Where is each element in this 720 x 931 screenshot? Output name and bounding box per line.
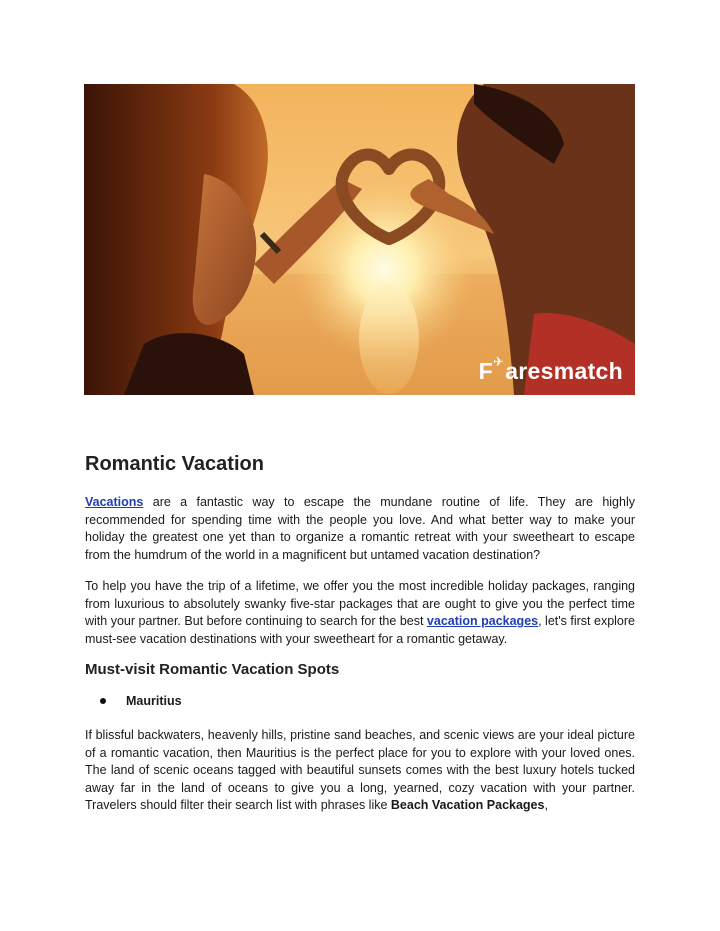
paragraph-intro-text: are a fantastic way to escape the mundane routine of life. They are highly recommended for spending time with the people you love. And what better way to make your holiday the greatest one yet than to organize a romantic retreat with your sweetheart to escape from the humdrum of the world in a magnificent but untamed vacation destination?: [85, 495, 635, 562]
article-title: Romantic Vacation: [85, 453, 264, 475]
logo-letter: F: [478, 358, 494, 384]
bullet-dot-icon: [100, 698, 106, 704]
vacation-packages-link[interactable]: vacation packages: [426, 614, 539, 628]
bullet-label: Mauritius: [126, 694, 182, 708]
paragraph-packages-after: , let's first explore must-see vacation destinations with your sweetheart for a romantic getaway.: [85, 614, 635, 646]
paragraph-packages-before: To help you have the trip of a lifetime, we offer you the most incredible holiday packages, ranging from luxurious to absolutely swanky five-star packages that are ought to give you the perfect time with your partner. But before continuing to search for the best: [85, 579, 635, 628]
couple-heart-sunset-illustration: [84, 84, 635, 395]
logo-text: aresmatch: [505, 358, 623, 384]
paragraph-intro: [85, 494, 635, 564]
section-heading: Must-visit Romantic Vacation Spots: [85, 661, 340, 678]
hero-image: [84, 84, 635, 395]
vacations-link[interactable]: Vacations: [85, 495, 144, 509]
paragraph-mauritius: [85, 727, 635, 815]
plane-icon: ✈: [493, 353, 505, 369]
paragraph-packages: [85, 578, 635, 648]
bullet-item-mauritius: [100, 694, 182, 708]
paragraph-mauritius-text: If blissful backwaters, heavenly hills, pristine sand beaches, and scenic views are your ideal picture of a romantic vacation, then Mauritius is the perfect place for you to explore with your loved ones. The land of scenic oceans tagged with beautiful sunsets comes with the best luxury hotels tucked away far in the land of oceans to give you a long, yearned, cozy vacation with your partner. Travelers should filter their search list with phrases like: [85, 728, 635, 812]
faresmatch-logo: [478, 353, 623, 385]
paragraph-mauritius-after: ,: [544, 798, 548, 812]
beach-vacation-packages-phrase: Beach Vacation Packages: [390, 798, 545, 812]
